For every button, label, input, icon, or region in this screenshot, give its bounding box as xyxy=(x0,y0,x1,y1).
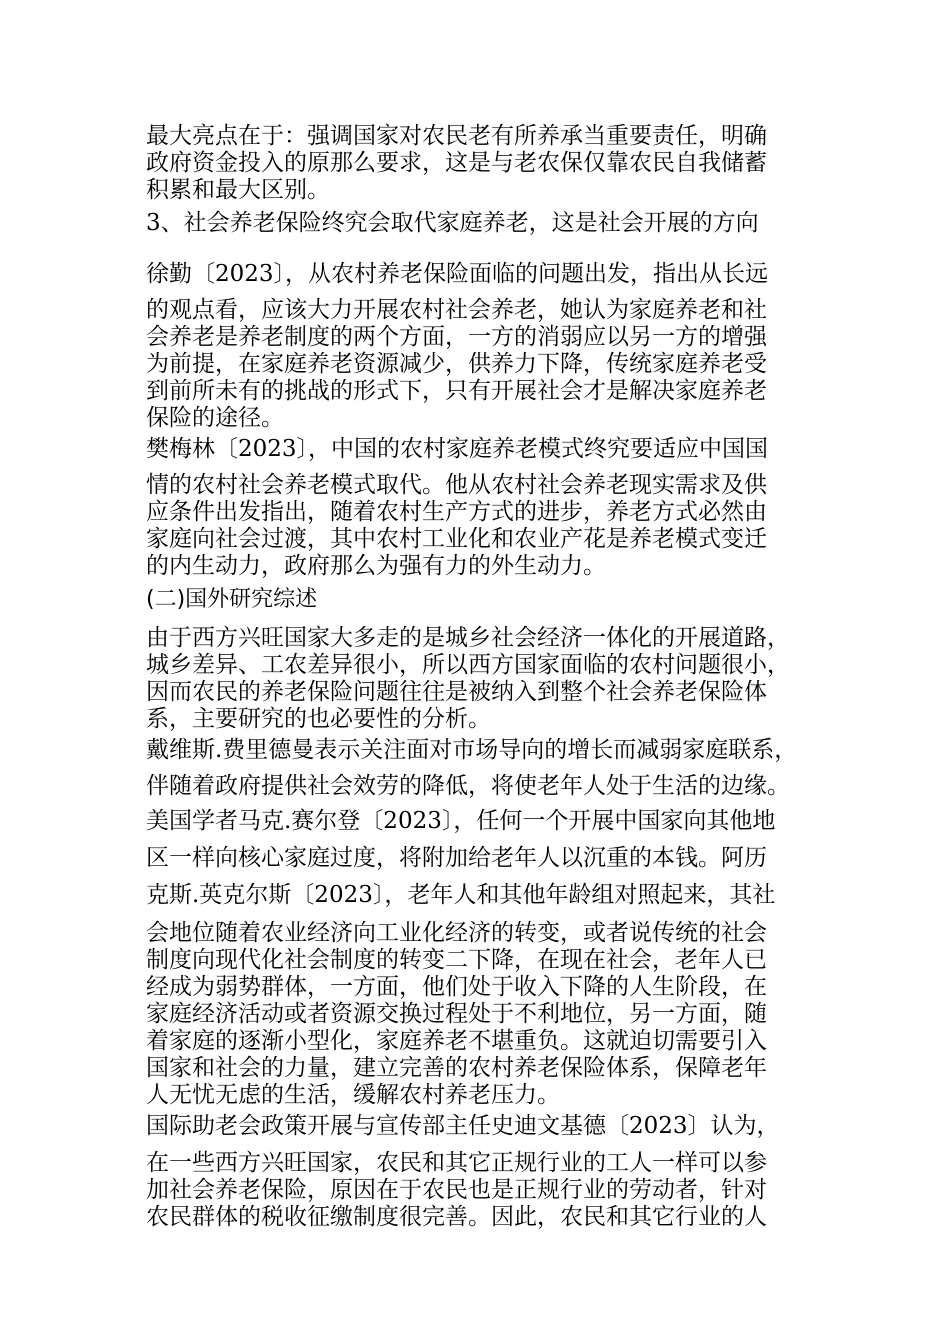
text-line: 积累和最大区别。 xyxy=(146,177,330,203)
text-line: 人无忧无虑的生活，缓解农村养老压力。 xyxy=(146,1082,560,1108)
text-line: 情的农村社会养老模式取代。他从农村社会养老现实需求及供 xyxy=(146,472,767,498)
text-line: 经成为弱势群体，一方面，他们处于收入下降的人生阶段，在 xyxy=(146,974,767,1000)
text-line: 会地位随着农业经济向工业化经济的转变，或者说传统的社会 xyxy=(146,920,767,946)
text-line: 区一样向核心家庭过度，将附加给老年人以沉重的本钱。阿历 xyxy=(146,845,767,871)
text-line: 制度向现代化社会制度的转变二下降，在现在社会，老年人已 xyxy=(146,947,767,973)
text-line: 会养老是养老制度的两个方面，一方的消弱应以另一方的增强 xyxy=(146,324,767,350)
text-line: 戴维斯.费里德曼表示关注面对市场导向的增长而减弱家庭联系， xyxy=(146,737,798,763)
text-line: 加社会养老保险，原因在于农民也是正规行业的劳动者，针对 xyxy=(146,1177,767,1203)
text-line: 国家和社会的力量，建立完善的农村养老保险体系，保障老年 xyxy=(146,1055,767,1081)
text-line: 为前提，在家庭养老资源减少，供养力下降，传统家庭养老受 xyxy=(146,351,767,377)
text-line: 家庭向社会过渡，其中农村工业化和农业产花是养老模式变迁 xyxy=(146,526,767,552)
text-line: 克斯.英克尔斯〔2023〕，老年人和其他年龄组对照起来，其社 xyxy=(146,882,776,908)
text-line: 3、社会养老保险终究会取代家庭养老，这是社会开展的方向 xyxy=(146,210,759,236)
text-line: 最大亮点在于：强调国家对农民老有所养承当重要责任，明确 xyxy=(146,123,767,149)
text-line: 因而农民的养老保险问题往往是被纳入到整个社会养老保险体 xyxy=(146,679,767,705)
text-line: 樊梅林〔2023〕，中国的农村家庭养老模式终究要适应中国国 xyxy=(146,436,769,462)
text-line: 应条件出发指出，随着农村生产方式的进步，养老方式必然由 xyxy=(146,499,767,525)
text-line: 美国学者马克.赛尔登〔2023〕，任何一个开展中国家向其他地 xyxy=(146,808,776,834)
text-line: 的内生动力，政府那么为强有力的外生动力。 xyxy=(146,553,606,579)
text-line: 系，主要研究的也必要性的分析。 xyxy=(146,706,491,732)
text-line: 在一些西方兴旺国家，农民和其它正规行业的工人一样可以参 xyxy=(146,1150,767,1176)
text-line: 保险的途径。 xyxy=(146,405,284,431)
text-line: 由于西方兴旺国家大多走的是城乡社会经济一体化的开展道路， xyxy=(146,625,790,651)
text-line: 城乡差异、工农差异很小，所以西方国家面临的农村问题很小， xyxy=(146,652,790,678)
text-line: 家庭经济活动或者资源交换过程处于不利地位，另一方面，随 xyxy=(146,1001,767,1027)
text-line: 的观点看，应该大力开展农村社会养老，她认为家庭养老和社 xyxy=(146,297,767,323)
text-line: 农民群体的税收征缴制度很完善。因此，农民和其它行业的人 xyxy=(146,1204,767,1230)
text-line: 伴随着政府提供社会效劳的降低，将使老年人处于生活的边缘。 xyxy=(146,773,790,799)
section-heading: (二)国外研究综述 xyxy=(146,587,318,612)
text-line: 政府资金投入的原那么要求，这是与老农保仅靠农民自我储蓄 xyxy=(146,150,767,176)
text-line: 着家庭的逐渐小型化，家庭养老不堪重负。这就迫切需要引入 xyxy=(146,1028,767,1054)
text-line: 到前所未有的挑战的形式下，只有开展社会才是解决家庭养老 xyxy=(146,378,767,404)
text-line: 徐勤〔2023〕，从农村养老保险面临的问题出发，指出从长远 xyxy=(146,261,769,287)
text-line: 国际助老会政策开展与宣传部主任史迪文基德〔2023〕认为， xyxy=(146,1113,780,1139)
